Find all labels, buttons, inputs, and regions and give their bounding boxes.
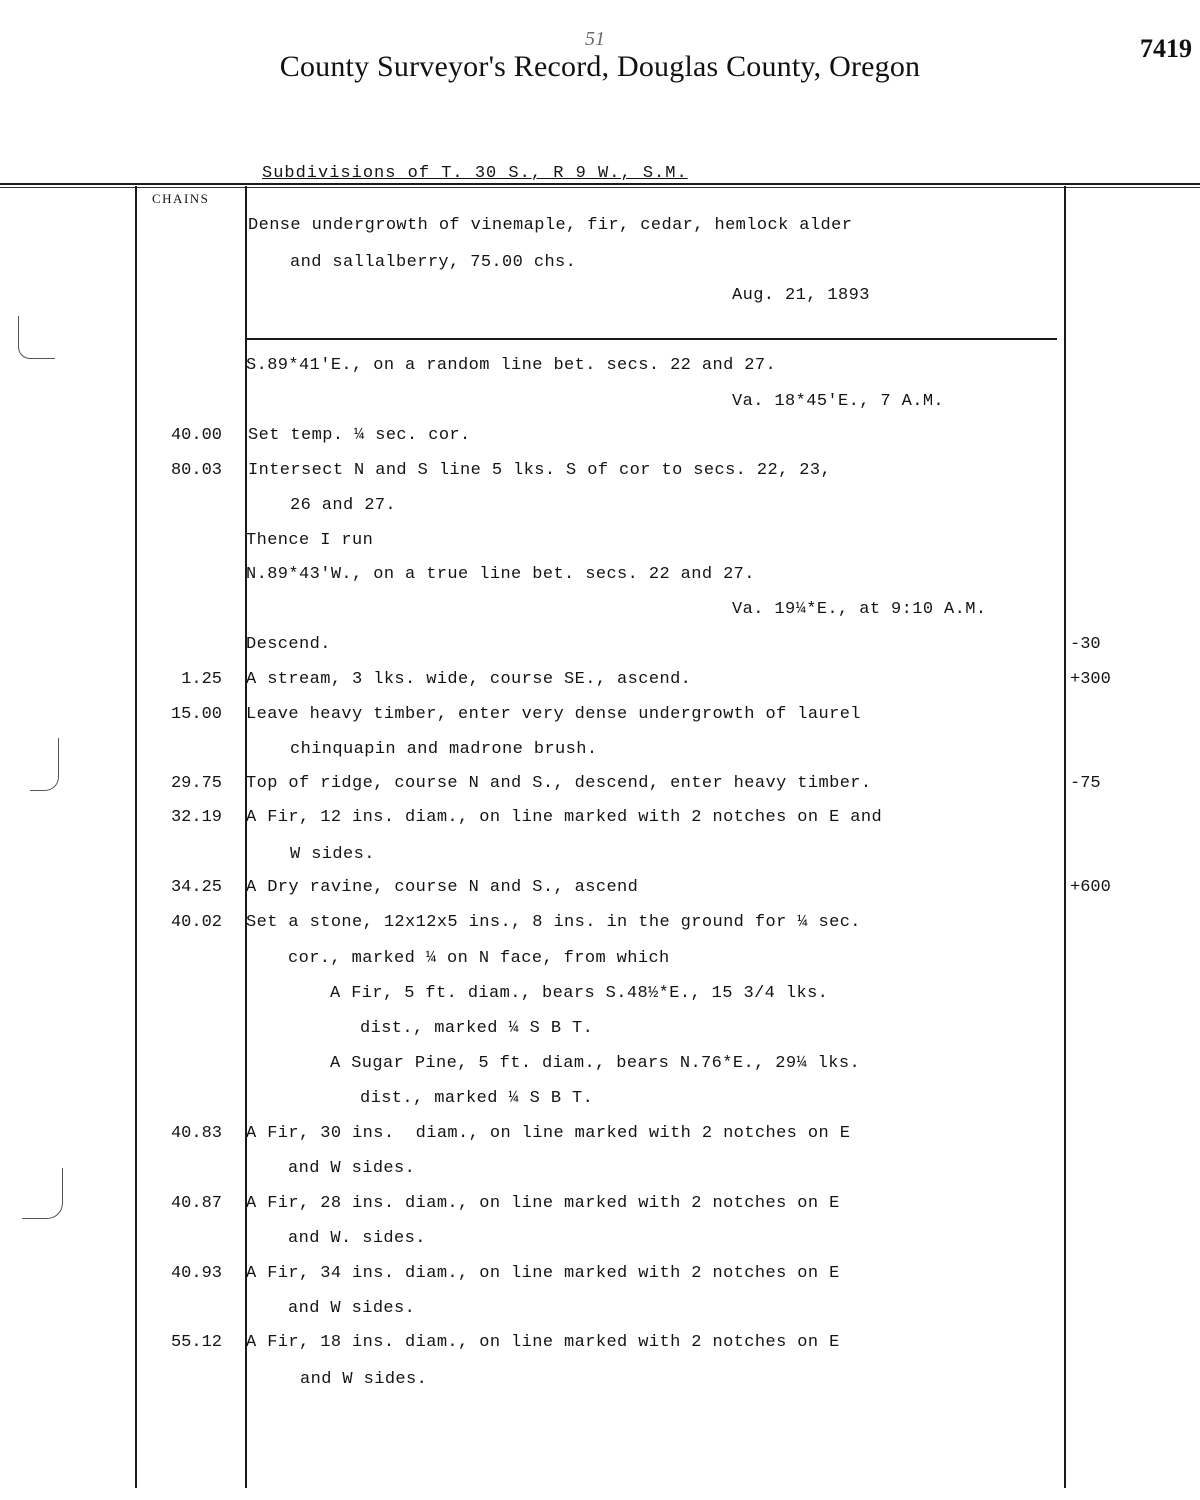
- chains-value: 55.12: [170, 1333, 222, 1352]
- record-line: [0, 770, 1200, 798]
- record-line: [0, 804, 1200, 832]
- record-line: [0, 388, 1200, 416]
- entry-text: S.89*41'E., on a random line bet. secs. 22 and 27.: [246, 356, 777, 375]
- chains-value: 40.93: [170, 1264, 222, 1283]
- record-line: [0, 874, 1200, 902]
- elevation-value: +300: [1070, 670, 1111, 689]
- chains-value: 40.83: [170, 1124, 222, 1143]
- entry-text: A Fir, 18 ins. diam., on line marked with 2 notches on E: [246, 1333, 840, 1352]
- entry-text: and W sides.: [288, 1299, 416, 1318]
- entry-text: 26 and 27.: [290, 496, 397, 515]
- entry-text: Set temp. ¼ sec. cor.: [248, 426, 471, 445]
- entry-text: Va. 18*45'E., 7 A.M.: [732, 392, 945, 411]
- record-line: [0, 527, 1200, 555]
- entry-text: A Fir, 28 ins. diam., on line marked with 2 notches on E: [246, 1194, 840, 1213]
- elevation-value: +600: [1070, 878, 1111, 897]
- entry-text: A stream, 3 lks. wide, course SE., ascend.: [246, 670, 692, 689]
- record-line: [0, 422, 1200, 450]
- elevation-value: -30: [1070, 635, 1101, 654]
- record-line: [0, 561, 1200, 589]
- record-line: [0, 980, 1200, 1008]
- record-line: [0, 945, 1200, 973]
- record-line: [0, 352, 1200, 380]
- entry-text: Va. 19¼*E., at 9:10 A.M.: [732, 600, 987, 619]
- entry-text: A Fir, 5 ft. diam., bears S.48½*E., 15 3/4 lks.: [330, 984, 829, 1003]
- entry-text: A Fir, 34 ins. diam., on line marked with 2 notches on E: [246, 1264, 840, 1283]
- record-line: [0, 1329, 1200, 1357]
- record-line: [0, 736, 1200, 764]
- entry-text: Thence I run: [246, 531, 374, 550]
- record-line: [0, 1050, 1200, 1078]
- entry-text: Top of ridge, course N and S., descend, enter heavy timber.: [246, 774, 872, 793]
- column-divider-left: [135, 186, 137, 1488]
- header-rule-thin: [0, 187, 1200, 188]
- record-line: [0, 909, 1200, 937]
- record-line: [0, 249, 1200, 277]
- header-rule: [0, 183, 1200, 185]
- record-line: [0, 666, 1200, 694]
- record-line: [0, 1015, 1200, 1043]
- page-number: 7419: [1140, 34, 1192, 63]
- entry-text: and W. sides.: [288, 1229, 426, 1248]
- record-line: [0, 596, 1200, 624]
- record-line: [0, 1225, 1200, 1253]
- record-line: [0, 1120, 1200, 1148]
- elevation-value: -75: [1070, 774, 1101, 793]
- record-line: [0, 457, 1200, 485]
- entry-text: A Sugar Pine, 5 ft. diam., bears N.76*E., 29¼ lks.: [330, 1054, 861, 1073]
- chains-value: 40.00: [170, 426, 222, 445]
- entry-text: A Fir, 30 ins. diam., on line marked with 2 notches on E: [246, 1124, 851, 1143]
- page-title: County Surveyor's Record, Douglas County, Oregon: [279, 50, 921, 83]
- chains-value: 29.75: [170, 774, 222, 793]
- entry-date: Aug. 21, 1893: [732, 286, 870, 305]
- record-line: [0, 492, 1200, 520]
- entry-text: and sallalberry, 75.00 chs.: [290, 253, 577, 272]
- record-line: [0, 1366, 1200, 1394]
- entry-text: chinquapin and madrone brush.: [290, 740, 598, 759]
- entry-text: and W sides.: [288, 1159, 416, 1178]
- record-line: [0, 1155, 1200, 1183]
- chains-value: 15.00: [170, 705, 222, 724]
- pencil-annotation: 51: [585, 28, 605, 50]
- record-line: [0, 631, 1200, 659]
- record-line: [0, 1295, 1200, 1323]
- entry-divider: [247, 338, 1057, 340]
- entry-text: Intersect N and S line 5 lks. S of cor to secs. 22, 23,: [248, 461, 832, 480]
- record-line: [0, 1190, 1200, 1218]
- entry-text: dist., marked ¼ S B T.: [360, 1089, 594, 1108]
- chains-value: 40.02: [170, 913, 222, 932]
- entry-text: W sides.: [290, 845, 375, 864]
- entry-text: cor., marked ¼ on N face, from which: [288, 949, 670, 968]
- record-line: [0, 1260, 1200, 1288]
- record-line: [0, 282, 1200, 310]
- record-line: [0, 1085, 1200, 1113]
- entry-text: dist., marked ¼ S B T.: [360, 1019, 594, 1038]
- record-line: [0, 841, 1200, 869]
- section-subtitle: Subdivisions of T. 30 S., R 9 W., S.M.: [262, 164, 688, 183]
- chains-value: 34.25: [170, 878, 222, 897]
- record-line: [0, 212, 1200, 240]
- entry-text: N.89*43'W., on a true line bet. secs. 22 and 27.: [246, 565, 755, 584]
- entry-text: Dense undergrowth of vinemaple, fir, cedar, hemlock alder: [248, 216, 853, 235]
- entry-text: and W sides.: [300, 1370, 428, 1389]
- entry-text: A Dry ravine, course N and S., ascend: [246, 878, 639, 897]
- chains-value: 80.03: [170, 461, 222, 480]
- record-line: [0, 701, 1200, 729]
- entry-text: A Fir, 12 ins. diam., on line marked with 2 notches on E and: [246, 808, 883, 827]
- chains-column-header: CHAINS: [152, 191, 210, 206]
- chains-value: 40.87: [170, 1194, 222, 1213]
- column-divider-chains: [245, 186, 247, 1488]
- entry-text: Descend.: [246, 635, 331, 654]
- chains-value: 1.25: [181, 670, 222, 689]
- entry-text: Leave heavy timber, enter very dense undergrowth of laurel: [246, 705, 861, 724]
- entry-text: Set a stone, 12x12x5 ins., 8 ins. in the ground for ¼ sec.: [246, 913, 861, 932]
- chains-value: 32.19: [170, 808, 222, 827]
- column-divider-text: [1064, 186, 1066, 1488]
